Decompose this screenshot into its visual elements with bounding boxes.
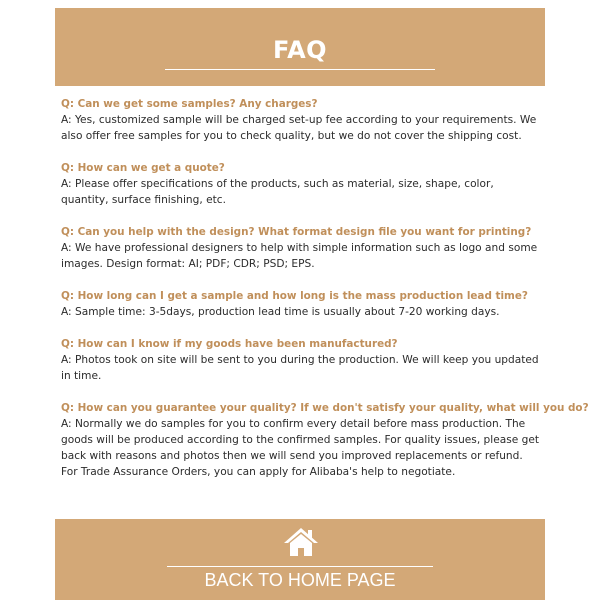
faq-answer: A: Please offer specifications of the products, such as material, size, shape, color, quantity, surface finishing, etc. bbox=[61, 178, 494, 206]
home-icon[interactable] bbox=[283, 527, 319, 557]
faq-question: Q: How can I know if my goods have been manufactured? bbox=[61, 338, 398, 350]
faq-item bbox=[61, 336, 541, 384]
faq-answer: A: Normally we do samples for you to confirm every detail before mass production. The goods will be produced according to the confirmed samples. For quality issues, please get back with reasons and photos then we will send you improved replacements or refund. For Trade Assurance Orders, you can apply for Alibaba's help to negotiate. bbox=[61, 418, 540, 478]
home-footer bbox=[55, 519, 545, 600]
faq-question: Q: Can you help with the design? What format design file you want for printing? bbox=[61, 226, 532, 238]
page-title: FAQ bbox=[272, 36, 328, 64]
header-divider bbox=[165, 69, 435, 70]
faq-question: Q: How can you guarantee your quality? If we don't satisfy your quality, what will you do? bbox=[61, 402, 589, 414]
faq-question: Q: How long can I get a sample and how long is the mass production lead time? bbox=[61, 290, 528, 302]
faq-header bbox=[55, 8, 545, 86]
faq-item bbox=[61, 400, 589, 480]
faq-item bbox=[61, 96, 541, 144]
faq-answer: A: Sample time: 3-5days, production lead time is usually about 7-20 working days. bbox=[61, 306, 500, 318]
back-to-home-link[interactable]: BACK TO HOME PAGE bbox=[204, 570, 396, 590]
faq-question: Q: Can we get some samples? Any charges? bbox=[61, 98, 318, 110]
faq-answer: A: Yes, customized sample will be charged set-up fee according to your requirements. We also offer free samples for you to check quality, but we do not cover the shipping cost. bbox=[61, 114, 537, 142]
footer-divider bbox=[167, 566, 433, 567]
faq-item bbox=[61, 224, 541, 272]
faq-list bbox=[61, 96, 589, 496]
faq-item bbox=[61, 160, 541, 208]
faq-answer: A: We have professional designers to help with simple information such as logo and some images. Design format: AI; PDF; CDR; PSD; EPS. bbox=[61, 242, 538, 270]
faq-question: Q: How can we get a quote? bbox=[61, 162, 225, 174]
faq-answer: A: Photos took on site will be sent to you during the production. We will keep you updated in time. bbox=[61, 354, 539, 382]
faq-item bbox=[61, 288, 541, 320]
